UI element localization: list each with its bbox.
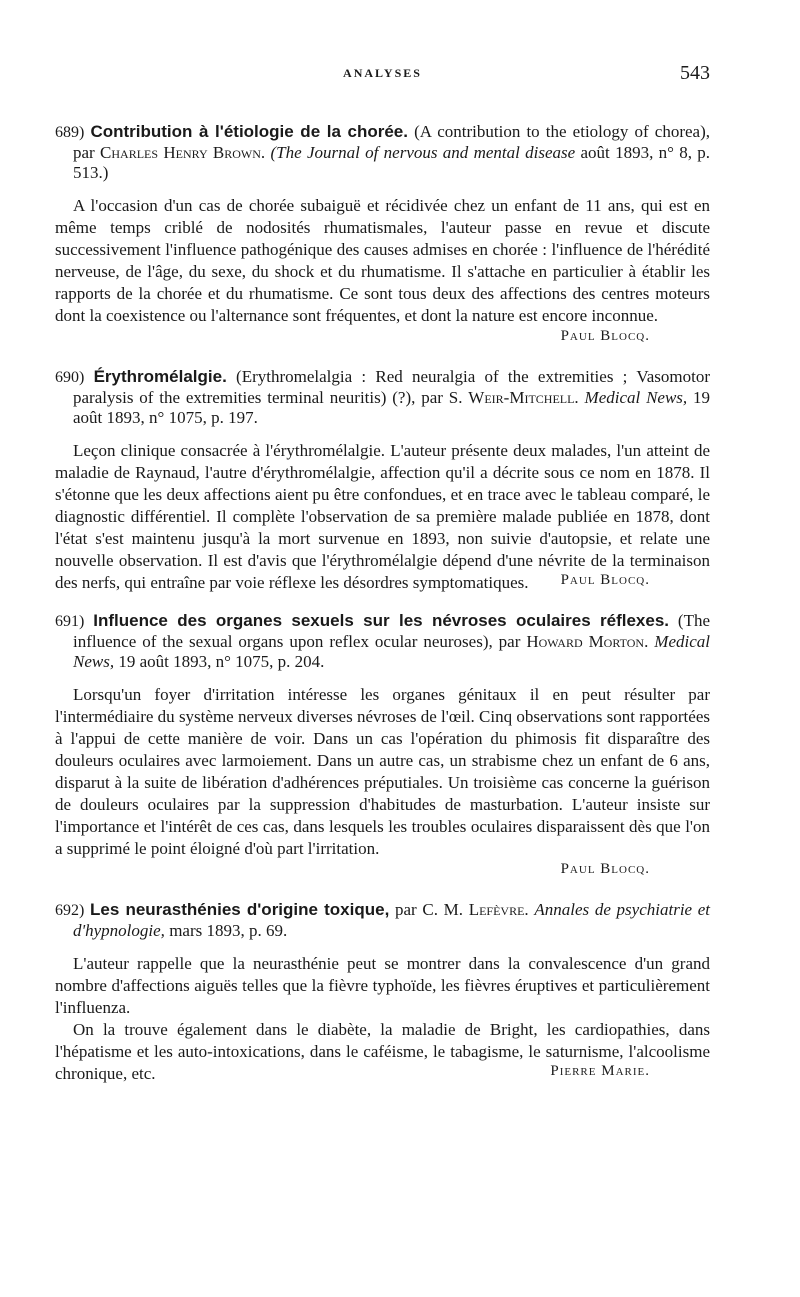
entry-number: 692) <box>55 902 85 919</box>
entry-title: Les neurasthénies d'origine toxique, <box>90 900 390 919</box>
entry-signature: Paul Blocq. <box>560 861 650 877</box>
abstract-entry-691 <box>55 611 710 878</box>
entry-reference: par C. M. <box>395 900 464 919</box>
entry-journal: (The Journal of nervous and mental disease <box>270 143 576 162</box>
entry-heading <box>55 900 710 941</box>
entry-signature: Paul Blocq. <box>560 572 650 588</box>
entry-author: Charles Henry Brown. <box>100 143 266 162</box>
entry-reference: (A contribution to the etiology of chorea), par <box>73 122 710 162</box>
entry-paragraph: Leçon clinique consacrée à l'érythromélalgie. L'auteur présente deux malades, l'un atteint de maladie de Raynaud, l'autre d'érythromélalgie, affection qu'il a décrite sous ce nom en 1878. Il s'étonne que les deux affections aient pu être confondues, et en trace avec le tableau comparé, le diagnostic différentiel. Il complète l'observation de sa première malade publiée en 1878, dont l'état s'est maintenu jusqu'à la mort survenue en 1893, non suivie d'autopsie, et relate une nouvelle observation. Il est d'avis que l'érythromélalgie dépend d'une névrite de la terminaison des nerfs, qui entraîne par voie réflexe les désordres symptomatiques. <box>55 441 710 592</box>
entry-paragraph: On la trouve également dans le diabète, la maladie de Bright, les cardiopathies, dans l'hépatisme et les auto-intoxications, dans le caféisme, le tabagisme, le saturnisme, l'alcoolisme chronique, etc. <box>55 1020 710 1083</box>
entry-body <box>55 195 710 327</box>
abstract-entry-690 <box>55 367 711 592</box>
entry-citation: 19 août 1893, n° 1075, p. 197. <box>73 388 711 427</box>
entry-title: Érythromélalgie. <box>93 367 227 386</box>
entry-signature: Paul Blocq. <box>560 328 650 344</box>
entry-reference: (Erythromelalgia : Red neuralgia of the extremities ; Vasomotor paralysis of the extremities terminal neuritis) (?), par S. <box>73 367 711 407</box>
entry-author: Weir-Mitchell. <box>468 388 579 407</box>
entry-body <box>55 440 710 594</box>
entry-journal: Annales de psychiatrie et d'hypnologie, <box>73 900 711 940</box>
entry-paragraph: A l'occasion d'un cas de chorée subaiguë et récidivée chez un enfant de 11 ans, qui est en même temps criblé de nodosités rhumatismales, l'auteur passe en revue et discute successivement l'influence pathogénique des causes admises en chorée : l'influence de l'hérédité nerveuse, de l'âge, du sexe, du shock et du rhumatisme. Il s'attache en particulier à établir les rapports de la chorée et du rhumatisme. Ce sont tous deux des affections des centres moteurs dont la coexistence ou l'alternance sont fréquentes, et dont la nature est encore inconnue. <box>55 196 710 325</box>
entry-author: Lefèvre. <box>468 900 529 919</box>
abstract-entry-689 <box>55 122 710 345</box>
running-title: ANALYSES <box>343 66 422 80</box>
entry-number: 690) <box>55 369 85 386</box>
entry-title: Contribution à l'étiologie de la chorée. <box>90 122 408 141</box>
entry-title: Influence des organes sexuels sur les névroses oculaires réflexes. <box>93 611 670 630</box>
page <box>55 0 710 1102</box>
entry-number: 691) <box>55 613 85 630</box>
entry-reference: (The influence of the sexual organs upon reflex ocular neuroses), par <box>73 611 711 651</box>
page-header <box>55 64 710 104</box>
entry-citation: mars 1893, p. 69. <box>169 921 288 940</box>
entry-number: 689) <box>55 124 85 141</box>
entry-paragraph: Lorsqu'un foyer d'irritation intéresse les organes génitaux il en peut résulter par l'intermédiaire du système nerveux diverses névroses de l'œil. Cinq observations sont rapportées à l'appui de cette manière de voir. Dans un cas l'opération du phimosis fit disparaître des douleurs oculaires avec larmoiement. Dans un autre cas, un strabisme chez un enfant de 6 ans, disparut à la suite de libération d'adhérences préputiales. Un troisième cas concerne la guérison de douleurs oculaires par la suppression d'habitudes de masturbation. L'auteur insiste sur l'importance et l'intérêt de ces cas, dans lesquels les troubles oculaires disparaissent dès que l'on a supprimé le point éloigné d'où part l'irritation. <box>55 685 710 858</box>
entry-citation: 19 août 1893, n° 1075, p. 204. <box>118 652 325 671</box>
entry-signature: Pierre Marie. <box>550 1063 650 1079</box>
entry-heading <box>55 367 710 428</box>
entry-heading <box>55 122 710 183</box>
entry-heading <box>55 611 710 672</box>
abstract-entry-692 <box>55 900 711 1083</box>
entry-paragraph: L'auteur rappelle que la neurasthénie peut se montrer dans la convalescence d'un grand nombre d'affections aiguës telles que la fièvre typhoïde, les fièvres éruptives et particulièrement l'influenza. <box>55 954 710 1017</box>
entry-body <box>55 684 710 860</box>
entry-journal: Medical News, <box>73 632 710 671</box>
entry-author: Howard Morton. <box>526 632 649 651</box>
page-number: 543 <box>680 62 710 84</box>
entry-citation: août 1893, n° 8, p. 513.) <box>73 143 711 182</box>
entry-journal: Medical News, <box>584 388 688 407</box>
